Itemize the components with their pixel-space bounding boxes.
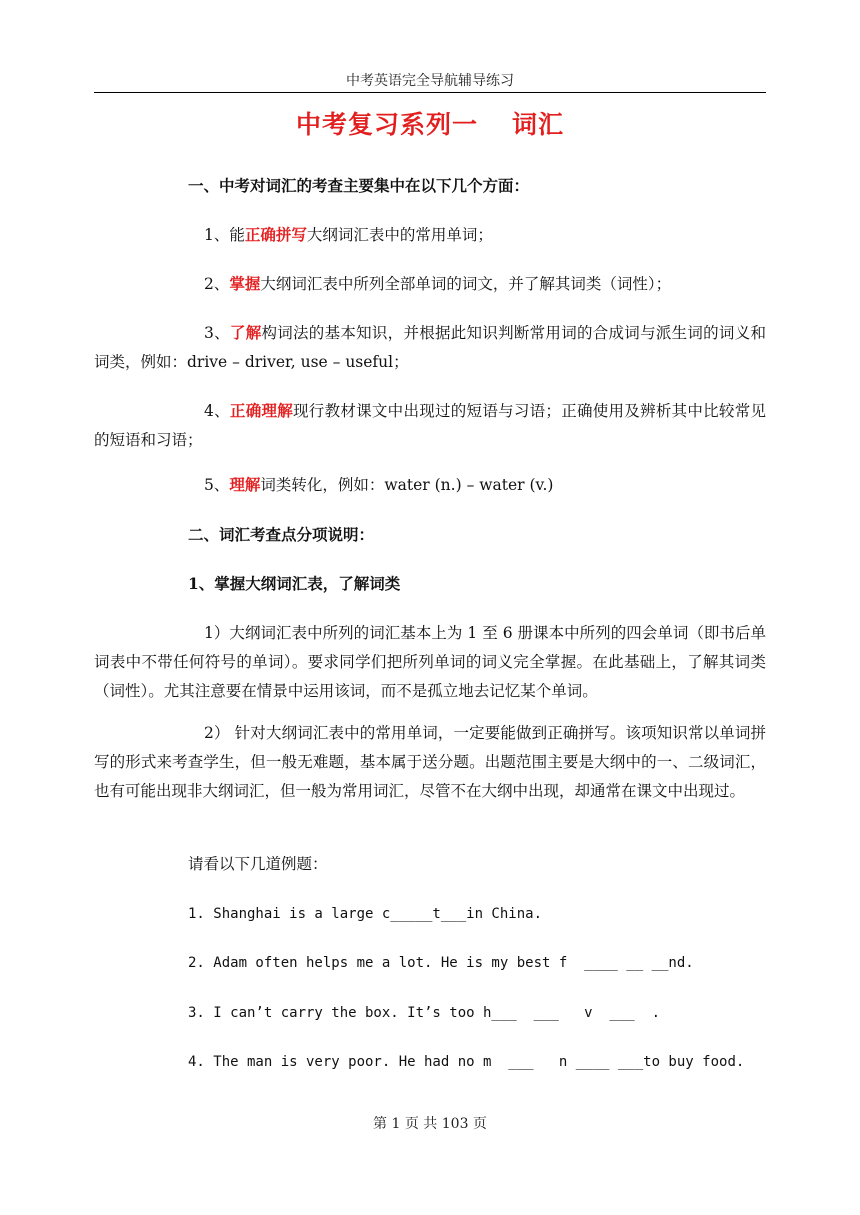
page-header: 中考英语完全导航辅导练习 bbox=[346, 73, 514, 89]
paragraph-1: 1）大纲词汇表中所列的词汇基本上为 1 至 6 册课本中所列的四会单词（即书后单词表中不带任何符号的单词）。要求同学们把所列单词的词义完全掌握。在此基础上，了解其词类（词性）。尤其注意要在情景中运用该词，而不是孤立地去记忆某个单词。 bbox=[94, 624, 766, 700]
subsection-heading: 1、掌握大纲词汇表，了解词类 bbox=[188, 574, 401, 593]
item-1 bbox=[94, 220, 860, 250]
item-5 bbox=[94, 470, 860, 500]
example-4 bbox=[94, 1047, 860, 1077]
item-2-text: 大纲词汇表中所列全部单词的词文，并了解其词类（词性）； bbox=[260, 275, 672, 293]
header-rule bbox=[94, 92, 766, 93]
example-1 bbox=[94, 899, 860, 929]
item-3-highlight: 了解 bbox=[229, 323, 262, 342]
example-1-text: 1. Shanghai is a large c_____t___in China. bbox=[188, 906, 543, 922]
page-footer: 第 1 页 共 103 页 bbox=[373, 1116, 487, 1132]
item-3-num: 3、 bbox=[204, 324, 230, 342]
item-2-num: 2、 bbox=[204, 275, 230, 293]
section1-heading: 一、中考对词汇的考查主要集中在以下几个方面： bbox=[188, 176, 530, 195]
item-5-num: 5、 bbox=[204, 476, 230, 494]
section2-heading: 二、词汇考查点分项说明： bbox=[188, 525, 375, 544]
item-4-num: 4、 bbox=[204, 402, 230, 420]
title-topic: 词汇 bbox=[512, 110, 565, 139]
paragraph-2: 2） 针对大纲词汇表中的常用单词，一定要能做到正确拼写。该项知识常以单词拼写的形式来考查学生，但一般无难题，基本属于送分题。出题范围主要是大纲中的一、二级词汇，也有可能出现非大纲词汇，但一般为常用词汇，尽管不在大纲中出现，却通常在课文中出现过。 bbox=[94, 724, 766, 800]
item-3 bbox=[94, 318, 766, 377]
item-1-highlight: 正确拼写 bbox=[244, 225, 307, 244]
example-3 bbox=[94, 998, 860, 1028]
item-1-num: 1、能 bbox=[204, 226, 245, 244]
item-2 bbox=[94, 269, 860, 299]
item-4 bbox=[94, 396, 766, 455]
item-5-text: 词类转化，例如：water (n.) – water (v.) bbox=[260, 476, 554, 494]
item-5-highlight: 理解 bbox=[229, 475, 261, 494]
example-2-text: 2. Adam often helps me a lot. He is my best f ____ __ __nd. bbox=[188, 955, 694, 971]
example-2 bbox=[94, 948, 860, 978]
item-4-text: 现行教材课文中出现过的短语与习语；正确使用及辨析其中比较常见的短语和习语； bbox=[94, 402, 766, 449]
title-main: 中考复习系列一 bbox=[295, 110, 478, 139]
example-3-text: 3. I can’t carry the box. It’s too h___ ___ v ___ . bbox=[188, 1005, 661, 1021]
item-4-highlight: 正确理解 bbox=[229, 401, 294, 420]
item-2-highlight: 掌握 bbox=[229, 274, 261, 293]
item-1-text: 大纲词汇表中的常用单词； bbox=[306, 226, 493, 244]
page-title bbox=[0, 105, 860, 141]
examples-intro: 请看以下几道例题： bbox=[188, 855, 328, 873]
example-4-text: 4. The man is very poor. He had no m ___ n ____ ___to buy food. bbox=[188, 1054, 745, 1070]
item-3-text: 构词法的基本知识，并根据此知识判断常用词的合成词与派生词的词义和词类，例如：drive – driver, use – useful； bbox=[94, 324, 766, 371]
